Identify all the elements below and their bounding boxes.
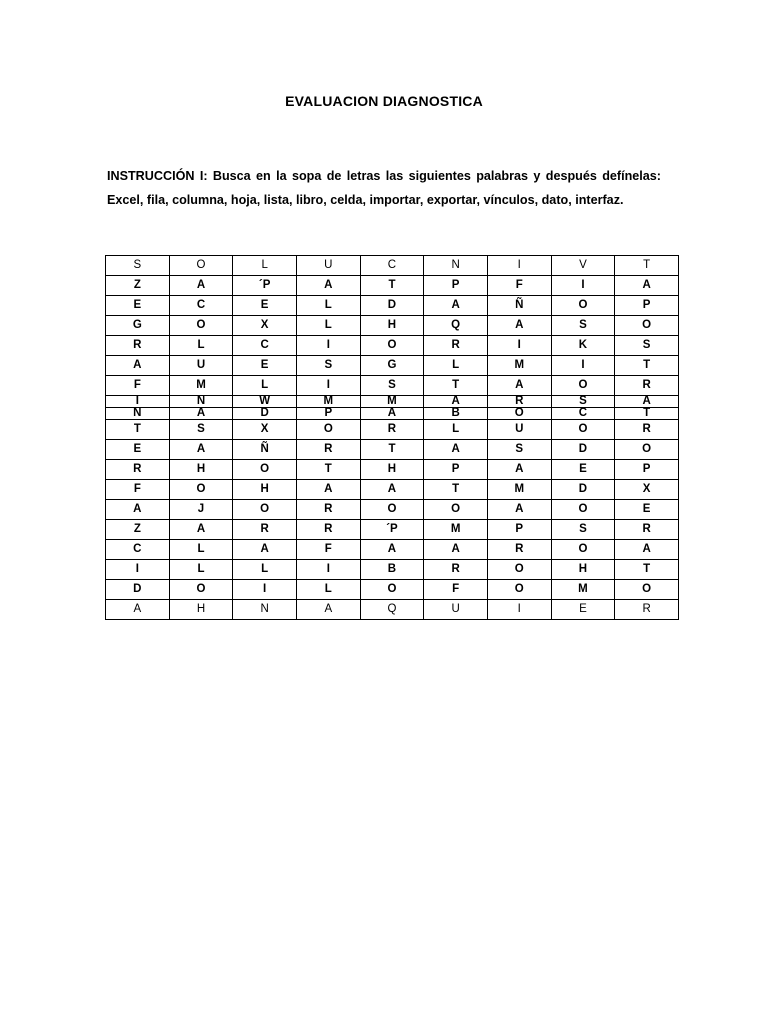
grid-row [106, 356, 679, 376]
grid-row [106, 316, 679, 336]
grid-cell: A [424, 296, 488, 316]
grid-cell: S [615, 336, 679, 356]
grid-cell: R [615, 600, 679, 620]
instruction-line-2: Excel, fila, columna, hoja, lista, libro, celda, importar, exportar, vínculos, dato, interfaz. [107, 193, 624, 207]
grid-cell: R [615, 520, 679, 540]
grid-cell: O [487, 408, 551, 420]
grid-cell: M [169, 376, 233, 396]
grid-row [106, 276, 679, 296]
grid-cell: B [424, 408, 488, 420]
grid-row [106, 336, 679, 356]
grid-row [106, 480, 679, 500]
grid-cell: A [296, 276, 360, 296]
grid-cell: A [360, 408, 424, 420]
grid-cell: E [106, 440, 170, 460]
grid-cell: A [106, 500, 170, 520]
grid-cell: I [106, 396, 170, 408]
grid-cell: U [169, 356, 233, 376]
grid-cell: L [169, 560, 233, 580]
grid-cell: P [615, 296, 679, 316]
grid-cell: O [424, 500, 488, 520]
grid-cell: V [551, 256, 615, 276]
grid-cell: L [424, 420, 488, 440]
grid-row [106, 460, 679, 480]
grid-cell: ´P [233, 276, 297, 296]
grid-cell: I [551, 276, 615, 296]
grid-cell: S [169, 420, 233, 440]
grid-cell: L [233, 376, 297, 396]
grid-cell: O [360, 336, 424, 356]
grid-cell: E [551, 600, 615, 620]
grid-cell: R [424, 560, 488, 580]
grid-cell: O [233, 500, 297, 520]
grid-row [106, 600, 679, 620]
instruction-text [107, 164, 661, 212]
grid-row [106, 396, 679, 408]
grid-cell: A [106, 600, 170, 620]
grid-cell: O [487, 560, 551, 580]
grid-cell: F [106, 376, 170, 396]
grid-cell: H [551, 560, 615, 580]
grid-cell: D [106, 580, 170, 600]
grid-cell: O [360, 580, 424, 600]
grid-row [106, 580, 679, 600]
grid-cell: A [424, 540, 488, 560]
grid-cell: E [233, 356, 297, 376]
grid-cell: J [169, 500, 233, 520]
grid-cell: O [551, 540, 615, 560]
grid-cell: D [233, 408, 297, 420]
grid-cell: T [360, 276, 424, 296]
grid-cell: A [424, 440, 488, 460]
grid-cell: G [106, 316, 170, 336]
grid-cell: R [233, 520, 297, 540]
grid-cell: O [233, 460, 297, 480]
grid-cell: O [615, 316, 679, 336]
grid-cell: N [169, 396, 233, 408]
grid-cell: D [551, 480, 615, 500]
grid-cell: C [551, 408, 615, 420]
grid-cell: S [106, 256, 170, 276]
grid-cell: M [296, 396, 360, 408]
grid-cell: A [169, 440, 233, 460]
grid-row [106, 420, 679, 440]
instruction-line-1: INSTRUCCIÓN I: Busca en la sopa de letras las siguientes palabras y después defínelas: [107, 169, 661, 183]
grid-cell: T [615, 356, 679, 376]
grid-cell: R [615, 376, 679, 396]
grid-cell: R [615, 420, 679, 440]
grid-cell: P [424, 460, 488, 480]
grid-cell: T [360, 440, 424, 460]
grid-row [106, 408, 679, 420]
grid-cell: U [296, 256, 360, 276]
grid-cell: E [233, 296, 297, 316]
grid-cell: O [551, 500, 615, 520]
grid-cell: A [487, 376, 551, 396]
grid-row [106, 376, 679, 396]
grid-cell: A [169, 408, 233, 420]
grid-cell: T [615, 560, 679, 580]
grid-cell: S [296, 356, 360, 376]
page-title: EVALUACION DIAGNOSTICA [285, 93, 483, 109]
grid-cell: L [169, 336, 233, 356]
grid-row [106, 440, 679, 460]
grid-cell: H [360, 316, 424, 336]
grid-cell: R [106, 460, 170, 480]
grid-cell: Z [106, 520, 170, 540]
grid-cell: P [424, 276, 488, 296]
grid-cell: F [424, 580, 488, 600]
grid-cell: S [487, 440, 551, 460]
grid-cell: T [424, 480, 488, 500]
grid-cell: B [360, 560, 424, 580]
grid-cell: I [106, 560, 170, 580]
grid-cell: P [615, 460, 679, 480]
grid-cell: I [487, 256, 551, 276]
grid-cell: E [615, 500, 679, 520]
grid-cell: I [296, 560, 360, 580]
grid-cell: H [169, 460, 233, 480]
grid-cell: L [233, 256, 297, 276]
grid-cell: I [296, 376, 360, 396]
grid-row [106, 560, 679, 580]
grid-cell: D [360, 296, 424, 316]
grid-cell: Z [106, 276, 170, 296]
grid-cell: R [296, 520, 360, 540]
grid-cell: S [551, 316, 615, 336]
grid-cell: R [487, 540, 551, 560]
grid-cell: I [296, 336, 360, 356]
grid-cell: N [106, 408, 170, 420]
grid-cell: O [169, 480, 233, 500]
grid-cell: A [169, 276, 233, 296]
grid-row [106, 296, 679, 316]
grid-cell: I [551, 356, 615, 376]
grid-cell: N [424, 256, 488, 276]
grid-cell: E [551, 460, 615, 480]
grid-cell: Q [360, 600, 424, 620]
grid-cell: S [360, 376, 424, 396]
grid-cell: A [360, 540, 424, 560]
grid-row [106, 500, 679, 520]
grid-cell: C [106, 540, 170, 560]
grid-cell: L [233, 560, 297, 580]
word-search-body [106, 256, 679, 620]
grid-cell: X [233, 316, 297, 336]
grid-cell: H [169, 600, 233, 620]
grid-cell: A [424, 396, 488, 408]
grid-cell: F [106, 480, 170, 500]
grid-cell: O [169, 256, 233, 276]
grid-cell: T [296, 460, 360, 480]
grid-cell: A [233, 540, 297, 560]
grid-cell: T [106, 420, 170, 440]
grid-cell: S [551, 396, 615, 408]
grid-cell: I [487, 336, 551, 356]
grid-row [106, 520, 679, 540]
grid-cell: A [487, 460, 551, 480]
grid-cell: A [615, 396, 679, 408]
grid-cell: M [487, 356, 551, 376]
grid-cell: A [296, 600, 360, 620]
grid-cell: S [551, 520, 615, 540]
grid-cell: A [487, 500, 551, 520]
grid-cell: O [296, 420, 360, 440]
grid-cell: X [615, 480, 679, 500]
grid-row [106, 540, 679, 560]
grid-cell: P [296, 408, 360, 420]
grid-cell: A [296, 480, 360, 500]
grid-cell: O [487, 580, 551, 600]
grid-cell: R [360, 420, 424, 440]
grid-cell: N [233, 600, 297, 620]
grid-cell: F [296, 540, 360, 560]
grid-cell: L [296, 316, 360, 336]
grid-cell: W [233, 396, 297, 408]
grid-row [106, 256, 679, 276]
grid-cell: Ñ [233, 440, 297, 460]
grid-cell: M [424, 520, 488, 540]
grid-cell: F [487, 276, 551, 296]
grid-cell: T [615, 408, 679, 420]
grid-cell: O [360, 500, 424, 520]
grid-cell: L [296, 296, 360, 316]
grid-cell: C [169, 296, 233, 316]
grid-cell: H [233, 480, 297, 500]
grid-cell: C [233, 336, 297, 356]
grid-cell: T [424, 376, 488, 396]
grid-cell: O [551, 420, 615, 440]
grid-cell: A [106, 356, 170, 376]
grid-cell: U [487, 420, 551, 440]
grid-cell: O [615, 580, 679, 600]
grid-cell: C [360, 256, 424, 276]
grid-cell: M [360, 396, 424, 408]
grid-cell: R [296, 440, 360, 460]
grid-cell: O [615, 440, 679, 460]
grid-cell: L [424, 356, 488, 376]
grid-cell: A [487, 316, 551, 336]
grid-cell: G [360, 356, 424, 376]
grid-cell: O [551, 376, 615, 396]
grid-cell: P [487, 520, 551, 540]
grid-cell: R [296, 500, 360, 520]
grid-cell: A [360, 480, 424, 500]
grid-cell: R [106, 336, 170, 356]
grid-cell: ´P [360, 520, 424, 540]
grid-cell: R [424, 336, 488, 356]
grid-cell: A [615, 540, 679, 560]
grid-cell: H [360, 460, 424, 480]
grid-cell: X [233, 420, 297, 440]
grid-cell: U [424, 600, 488, 620]
grid-cell: K [551, 336, 615, 356]
grid-cell: O [169, 580, 233, 600]
grid-cell: E [106, 296, 170, 316]
grid-cell: R [487, 396, 551, 408]
word-search-grid [105, 255, 679, 620]
grid-cell: M [487, 480, 551, 500]
grid-cell: T [615, 256, 679, 276]
grid-cell: M [551, 580, 615, 600]
grid-cell: A [615, 276, 679, 296]
grid-cell: L [296, 580, 360, 600]
grid-cell: I [487, 600, 551, 620]
grid-cell: O [169, 316, 233, 336]
grid-cell: I [233, 580, 297, 600]
grid-cell: O [551, 296, 615, 316]
grid-cell: L [169, 540, 233, 560]
grid-cell: A [169, 520, 233, 540]
grid-cell: Q [424, 316, 488, 336]
grid-cell: D [551, 440, 615, 460]
grid-cell: Ñ [487, 296, 551, 316]
